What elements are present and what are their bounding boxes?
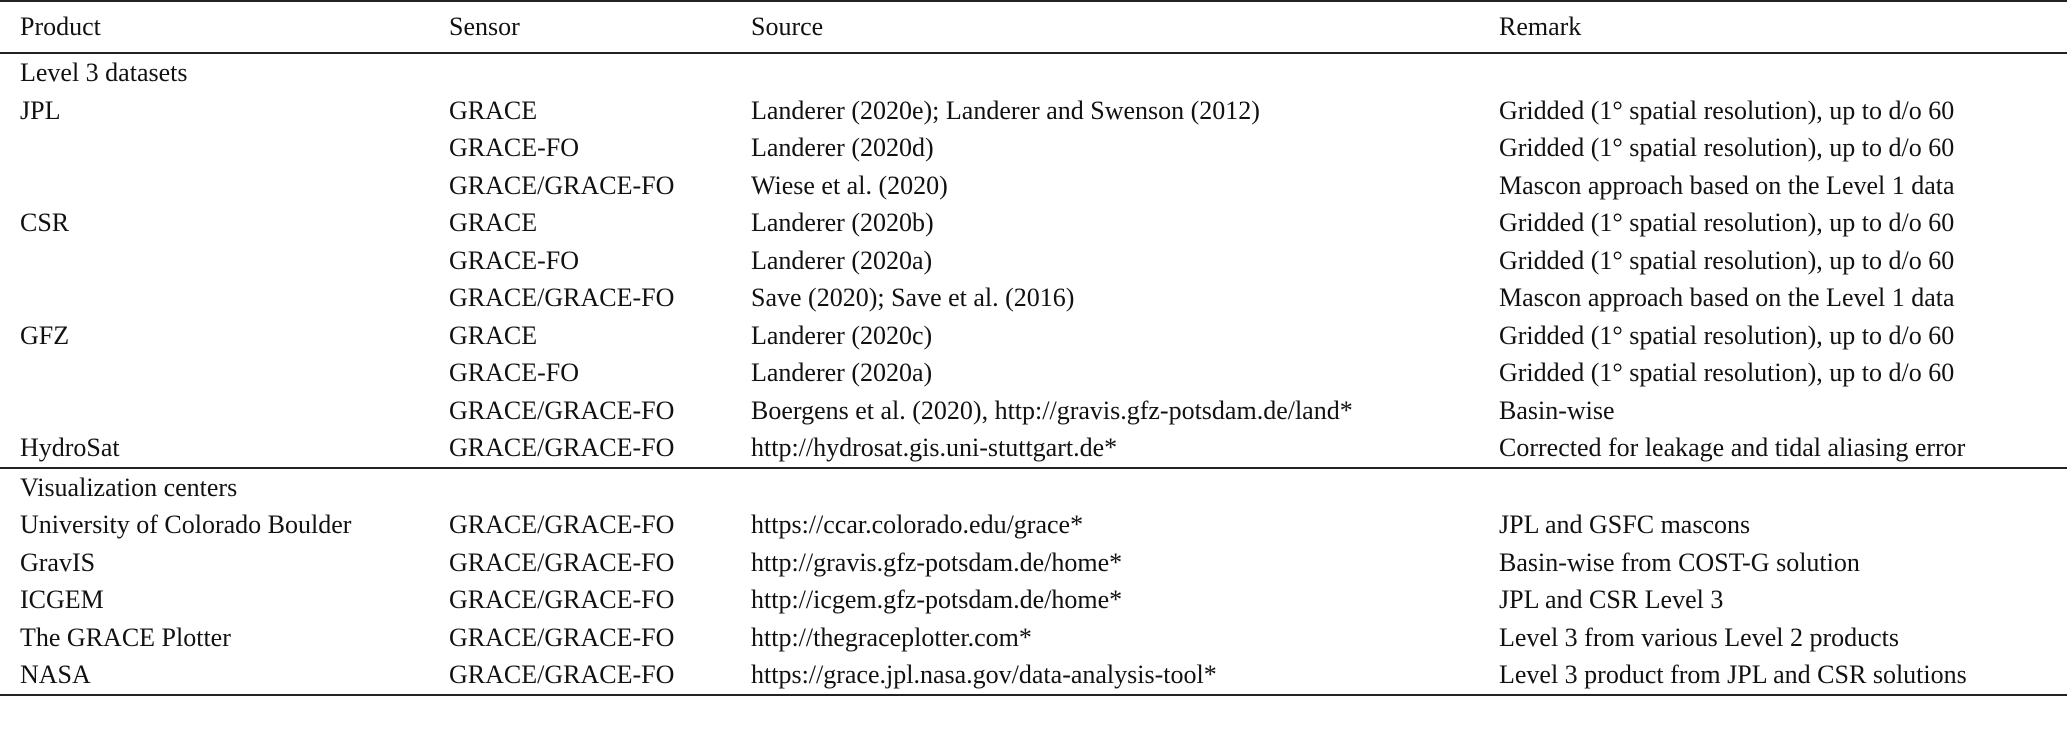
cell-sensor: GRACE <box>449 95 538 125</box>
cell-sensor: GRACE-FO <box>449 133 580 162</box>
section-title: Visualization centers <box>20 472 238 502</box>
cell-source: Landerer (2020e); Landerer and Swenson (2012) <box>751 95 1260 125</box>
cell-remark: Level 3 product from JPL and CSR solutions <box>1499 656 2067 695</box>
cell-sensor: GRACE/GRACE-FO <box>449 547 675 577</box>
cell-sensor: GRACE/GRACE-FO <box>449 510 675 539</box>
table-row <box>0 92 2067 130</box>
cell-source: Landerer (2020b) <box>751 208 934 237</box>
cell-source: Landerer (2020c) <box>751 320 933 350</box>
cell-source: Landerer (2020a) <box>751 245 933 275</box>
cell-product: GravIS <box>20 547 96 577</box>
section-header-row <box>0 53 2067 92</box>
cell-product: JPL <box>20 95 61 125</box>
cell-product <box>0 279 449 317</box>
cell-remark: Gridded (1° spatial resolution), up to d/o 60 <box>1499 358 1955 387</box>
cell-sensor: GRACE <box>449 320 538 350</box>
table-row <box>0 242 2067 280</box>
cell-remark: Basin-wise <box>1499 395 1615 425</box>
cell-remark: Gridded (1° spatial resolution), up to d/o 60 <box>1499 133 1955 162</box>
section-header-row <box>0 468 2067 507</box>
cell-product <box>0 242 449 280</box>
cell-product: NASA <box>0 656 449 695</box>
cell-product: The GRACE Plotter <box>20 622 231 652</box>
cell-product: GFZ <box>20 320 70 350</box>
header-row <box>0 1 2067 53</box>
cell-product: CSR <box>20 208 70 237</box>
cell-remark: JPL and GSFC mascons <box>1499 510 1751 539</box>
cell-sensor: GRACE <box>449 208 538 237</box>
cell-source: http://hydrosat.gis.uni-stuttgart.de* <box>751 429 1499 468</box>
cell-remark: Mascon approach based on the Level 1 data <box>1499 283 1955 312</box>
cell-source: https://grace.jpl.nasa.gov/data-analysis-tool* <box>751 656 1499 695</box>
cell-sensor: GRACE/GRACE-FO <box>449 585 675 614</box>
table-row <box>0 167 2067 205</box>
table-row <box>0 581 2067 619</box>
cell-source: Save (2020); Save et al. (2016) <box>751 283 1075 312</box>
cell-remark: Mascon approach based on the Level 1 data <box>1499 170 1955 200</box>
cell-source: Boergens et al. (2020), http://gravis.gfz-potsdam.de/land* <box>751 395 1353 425</box>
column-header-product: Product <box>0 1 449 53</box>
cell-remark: Gridded (1° spatial resolution), up to d/o 60 <box>1499 320 1955 350</box>
cell-remark: Gridded (1° spatial resolution), up to d/o 60 <box>1499 95 1955 125</box>
cell-remark: Level 3 from various Level 2 products <box>1499 622 1899 652</box>
cell-remark: Corrected for leakage and tidal aliasing error <box>1499 429 2067 468</box>
cell-product: University of Colorado Boulder <box>20 510 352 539</box>
cell-product <box>0 392 449 430</box>
cell-remark: Gridded (1° spatial resolution), up to d/o 60 <box>1499 245 1955 275</box>
cell-sensor: GRACE/GRACE-FO <box>449 656 751 695</box>
table-row <box>0 544 2067 582</box>
table-row <box>0 656 2067 695</box>
cell-sensor: GRACE/GRACE-FO <box>449 395 675 425</box>
cell-product <box>0 354 449 392</box>
column-header-source: Source <box>751 1 1499 53</box>
cell-source: http://gravis.gfz-potsdam.de/home* <box>751 547 1123 577</box>
table-row <box>0 506 2067 544</box>
cell-product: HydroSat <box>0 429 449 468</box>
cell-source: https://ccar.colorado.edu/grace* <box>751 510 1084 539</box>
table-row <box>0 317 2067 355</box>
cell-product <box>0 129 449 167</box>
cell-source: http://icgem.gfz-potsdam.de/home* <box>751 585 1123 614</box>
table-header <box>0 1 2067 53</box>
cell-sensor: GRACE/GRACE-FO <box>449 429 751 468</box>
cell-source: Wiese et al. (2020) <box>751 170 948 200</box>
cell-source: http://thegraceplotter.com* <box>751 622 1032 652</box>
cell-product <box>0 167 449 205</box>
table-row <box>0 354 2067 392</box>
table-row <box>0 392 2067 430</box>
table-row <box>0 279 2067 317</box>
section-title: Level 3 datasets <box>20 58 188 87</box>
table-row <box>0 204 2067 242</box>
column-header-sensor: Sensor <box>449 1 751 53</box>
cell-remark: Basin-wise from COST-G solution <box>1499 547 1860 577</box>
cell-product: ICGEM <box>20 585 104 614</box>
table-body <box>0 53 2067 695</box>
cell-source: Landerer (2020d) <box>751 133 934 162</box>
cell-sensor: GRACE/GRACE-FO <box>449 622 675 652</box>
table-row <box>0 619 2067 657</box>
column-header-remark: Remark <box>1499 1 2067 53</box>
cell-source: Landerer (2020a) <box>751 358 933 387</box>
cell-sensor: GRACE/GRACE-FO <box>449 170 675 200</box>
cell-sensor: GRACE/GRACE-FO <box>449 283 675 312</box>
table-row <box>0 129 2067 167</box>
cell-remark: JPL and CSR Level 3 <box>1499 585 1724 614</box>
cell-remark: Gridded (1° spatial resolution), up to d/o 60 <box>1499 208 1955 237</box>
cell-sensor: GRACE-FO <box>449 245 580 275</box>
table-row <box>0 429 2067 468</box>
cell-sensor: GRACE-FO <box>449 358 580 387</box>
